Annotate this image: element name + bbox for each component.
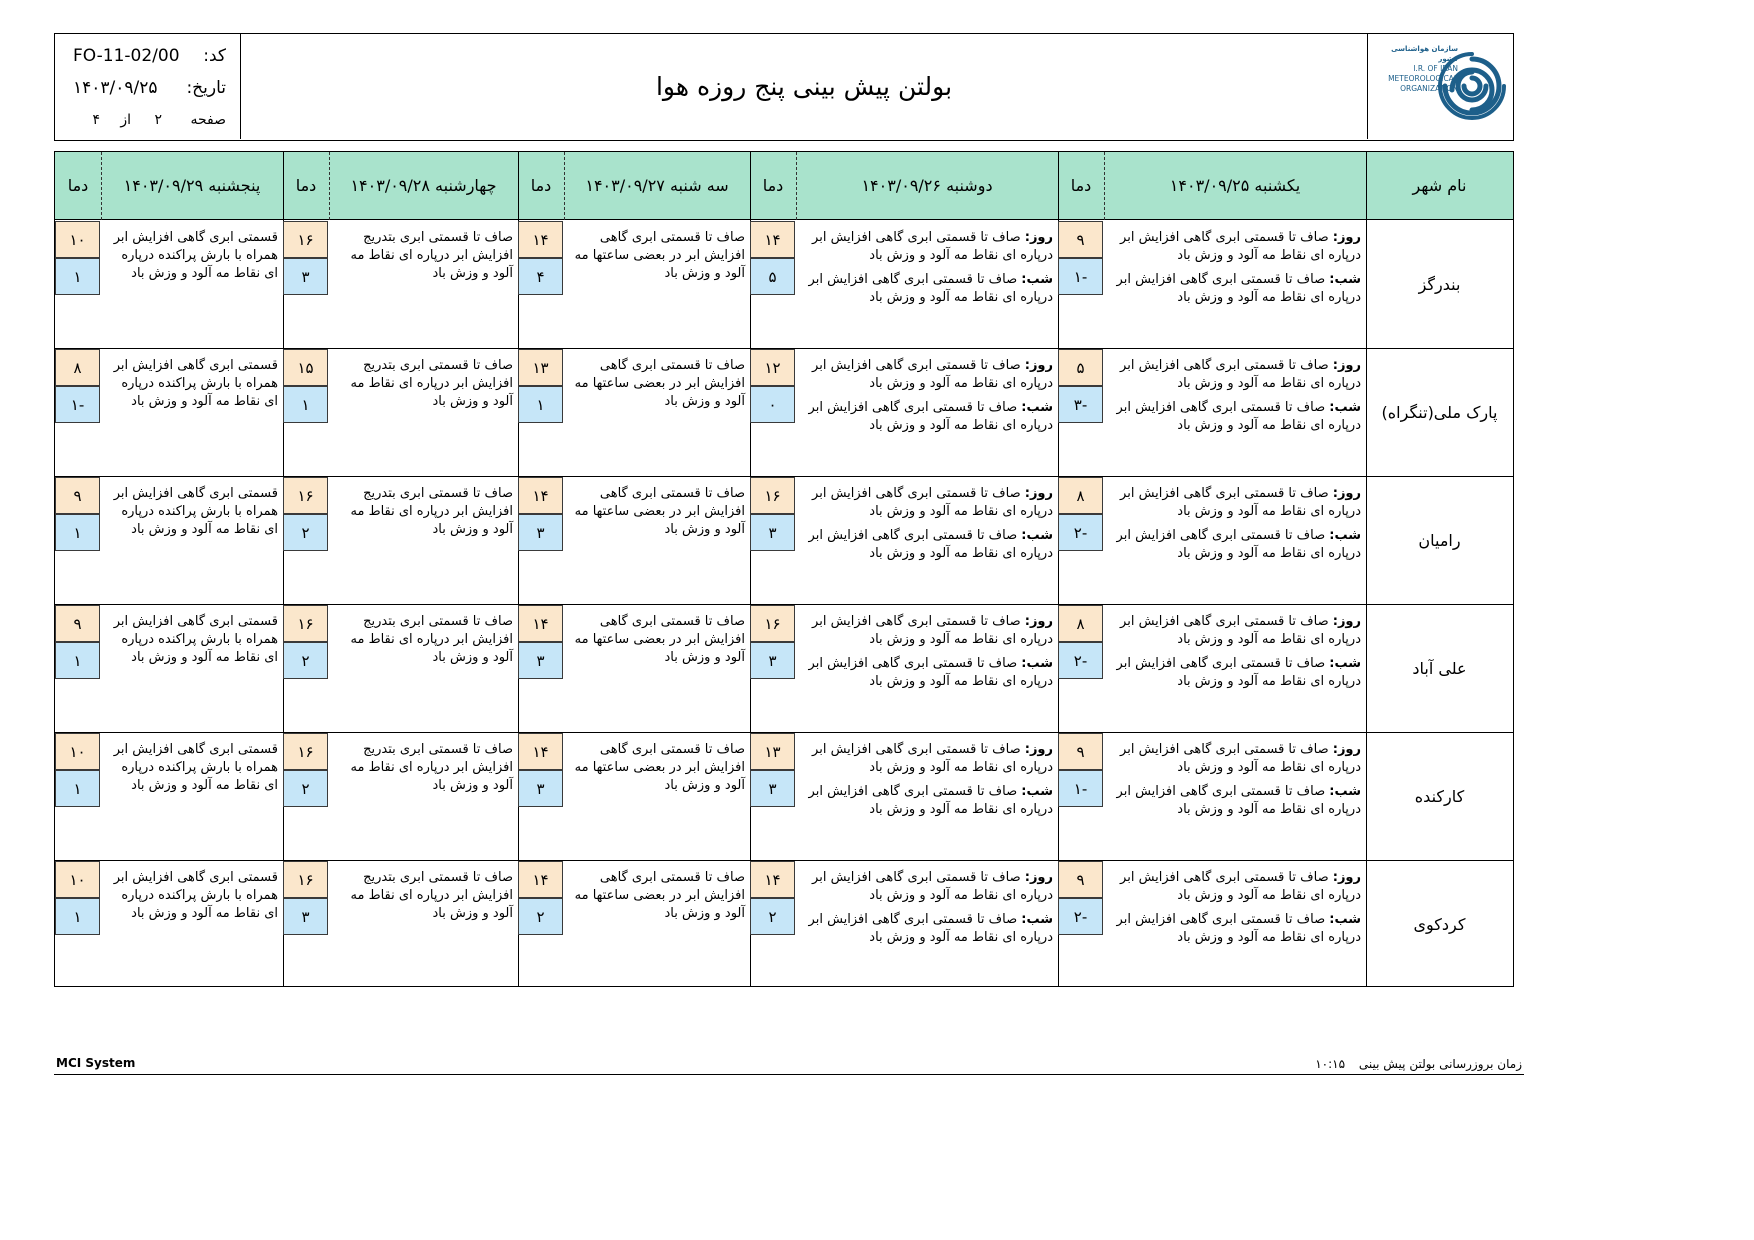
temp-header-wed: دما xyxy=(283,152,329,220)
forecast-text: صاف تا قسمتی ابری بتدریج افزایش ابر درپاره ای نقاط مه آلود و وزش باد xyxy=(350,230,513,281)
day-header-sun: یکشنبه ۱۴۰۳/۰۹/۲۵ xyxy=(1104,152,1366,220)
forecast-text: صاف تا قسمتی ابری بتدریج افزایش ابر درپاره ای نقاط مه آلود و وزش باد xyxy=(350,614,513,665)
max-temp-cell: ۸ xyxy=(1058,477,1103,514)
forecast-description xyxy=(799,613,1053,691)
forecast-text: صاف تا قسمتی ابری بتدریج افزایش ابر درپاره ای نقاط مه آلود و وزش باد xyxy=(350,486,513,537)
forecast-text: صاف تا قسمتی ابری بتدریج افزایش ابر درپاره ای نقاط مه آلود و وزش باد xyxy=(350,358,513,409)
max-temp-cell: ۱۴ xyxy=(518,221,563,258)
day-header-tue: سه شنبه ۱۴۰۳/۰۹/۲۷ xyxy=(564,152,750,220)
max-temp-cell: ۱۴ xyxy=(518,477,563,514)
night-forecast-text: صاف تا قسمتی ابری گاهی افزایش ابر درپاره ای نقاط مه آلود و وزش باد xyxy=(1116,784,1361,817)
night-label: شب: xyxy=(1021,912,1053,927)
footer-update-label: زمان بروزرسانی بولتن پیش بینی xyxy=(1358,1057,1522,1071)
min-temp-cell: -۳ xyxy=(1058,386,1103,423)
day-label: روز: xyxy=(1332,230,1361,245)
forecast-text: قسمتی ابری گاهی افزایش ابر همراه با بارش پراکنده درپاره ای نقاط مه آلود و وزش باد xyxy=(113,486,278,537)
forecast-text: صاف تا قسمتی ابری گاهی افزایش ابر در بعضی ساعتها مه آلود و وزش باد xyxy=(574,742,745,793)
forecast-description xyxy=(332,613,513,667)
forecast-description xyxy=(1107,357,1361,435)
city-name: پارک ملی(تنگراه) xyxy=(1381,402,1498,422)
date-row xyxy=(73,78,226,104)
day-forecast xyxy=(1107,869,1361,905)
min-temp-cell: ۳ xyxy=(518,514,563,551)
night-forecast-text: صاف تا قسمتی ابری گاهی افزایش ابر درپاره ای نقاط مه آلود و وزش باد xyxy=(1116,912,1361,945)
max-temp-cell: ۹ xyxy=(55,477,100,514)
max-temp-cell: ۱۶ xyxy=(750,605,795,642)
temp-header-sun: دما xyxy=(1058,152,1104,220)
code-label: کد: xyxy=(203,46,226,66)
forecast-description xyxy=(567,869,745,923)
city-column-header: نام شهر xyxy=(1366,152,1513,220)
min-temp-cell: ۱ xyxy=(55,514,100,551)
footer-system-name: MCI System xyxy=(56,1056,136,1070)
forecast-description xyxy=(332,229,513,283)
organization-logo xyxy=(1367,34,1513,139)
max-temp-cell: ۱۶ xyxy=(283,733,328,770)
city-name: علی آباد xyxy=(1412,658,1467,678)
min-temp-cell: ۳ xyxy=(518,642,563,679)
min-temp-cell: ۱ xyxy=(55,258,100,295)
forecast-description xyxy=(799,357,1053,435)
night-label: شب: xyxy=(1021,656,1053,671)
footer-update-time xyxy=(1315,1057,1522,1071)
day-label: روز: xyxy=(1024,358,1053,373)
day-label: روز: xyxy=(1332,358,1361,373)
min-temp-cell: -۱ xyxy=(55,386,100,423)
day-forecast-text: صاف تا قسمتی ابری گاهی افزایش ابر درپاره ای نقاط مه آلود و وزش باد xyxy=(812,614,1053,647)
spiral-logo-icon xyxy=(1432,46,1508,126)
night-forecast xyxy=(1107,783,1361,819)
forecast-description xyxy=(799,485,1053,563)
max-temp-cell: ۱۶ xyxy=(283,221,328,258)
min-temp-cell: ۳ xyxy=(283,258,328,295)
night-forecast xyxy=(799,527,1053,563)
forecast-text: قسمتی ابری گاهی افزایش ابر همراه با بارش پراکنده درپاره ای نقاط مه آلود و وزش باد xyxy=(113,230,278,281)
max-temp-cell: ۱۳ xyxy=(750,733,795,770)
forecast-description xyxy=(1107,613,1361,691)
forecast-text: صاف تا قسمتی ابری گاهی افزایش ابر در بعضی ساعتها مه آلود و وزش باد xyxy=(574,486,745,537)
day-forecast xyxy=(1107,741,1361,777)
night-forecast-text: صاف تا قسمتی ابری گاهی افزایش ابر درپاره ای نقاط مه آلود و وزش باد xyxy=(808,656,1053,689)
forecast-description xyxy=(799,869,1053,947)
night-forecast-text: صاف تا قسمتی ابری گاهی افزایش ابر درپاره ای نقاط مه آلود و وزش باد xyxy=(1116,656,1361,689)
temp-header-tue: دما xyxy=(518,152,564,220)
min-temp-cell: ۱ xyxy=(55,898,100,935)
max-temp-cell: ۱۶ xyxy=(283,605,328,642)
min-temp-cell: ۱ xyxy=(55,642,100,679)
max-temp-cell: ۱۰ xyxy=(55,861,100,898)
page-current: ۲ xyxy=(154,112,162,128)
forecast-text: صاف تا قسمتی ابری گاهی افزایش ابر در بعضی ساعتها مه آلود و وزش باد xyxy=(574,358,745,409)
day-forecast xyxy=(1107,357,1361,393)
night-forecast-text: صاف تا قسمتی ابری گاهی افزایش ابر درپاره ای نقاط مه آلود و وزش باد xyxy=(1116,272,1361,305)
header-dashed-divider xyxy=(1104,152,1105,220)
night-forecast xyxy=(1107,527,1361,563)
forecast-text: صاف تا قسمتی ابری گاهی افزایش ابر در بعضی ساعتها مه آلود و وزش باد xyxy=(574,870,745,921)
page-title: بولتن پیش بینی پنج روزه هوا xyxy=(655,72,953,101)
day-forecast xyxy=(799,229,1053,265)
min-temp-cell: ۰ xyxy=(750,386,795,423)
forecast-description xyxy=(104,229,278,283)
forecast-description xyxy=(1107,741,1361,819)
night-forecast xyxy=(799,783,1053,819)
max-temp-cell: ۱۶ xyxy=(283,861,328,898)
day-header-wed: چهارشنبه ۱۴۰۳/۰۹/۲۸ xyxy=(329,152,518,220)
night-label: شب: xyxy=(1329,272,1361,287)
min-temp-cell: -۲ xyxy=(1058,642,1103,679)
night-forecast xyxy=(1107,399,1361,435)
night-label: شب: xyxy=(1021,272,1053,287)
logo-text-en-2: METEOROLOGICAL xyxy=(1388,74,1458,83)
night-label: شب: xyxy=(1329,400,1361,415)
night-forecast xyxy=(1107,655,1361,691)
night-forecast xyxy=(799,399,1053,435)
day-label: روز: xyxy=(1024,230,1053,245)
date-label: تاریخ: xyxy=(186,78,226,98)
day-forecast-text: صاف تا قسمتی ابری گاهی افزایش ابر درپاره ای نقاط مه آلود و وزش باد xyxy=(812,742,1053,775)
day-header-thu: پنجشنبه ۱۴۰۳/۰۹/۲۹ xyxy=(101,152,283,220)
min-temp-cell: ۲ xyxy=(518,898,563,935)
forecast-description xyxy=(799,741,1053,819)
max-temp-cell: ۵ xyxy=(1058,349,1103,386)
temp-header-thu: دما xyxy=(55,152,101,220)
night-forecast xyxy=(799,911,1053,947)
max-temp-cell: ۱۵ xyxy=(283,349,328,386)
min-temp-cell: -۲ xyxy=(1058,514,1103,551)
min-temp-cell: -۱ xyxy=(1058,770,1103,807)
min-temp-cell: ۲ xyxy=(750,898,795,935)
night-forecast-text: صاف تا قسمتی ابری گاهی افزایش ابر درپاره ای نقاط مه آلود و وزش باد xyxy=(808,528,1053,561)
day-forecast xyxy=(799,485,1053,521)
night-label: شب: xyxy=(1329,912,1361,927)
forecast-description xyxy=(104,485,278,539)
footer-divider xyxy=(54,1074,1524,1075)
forecast-description xyxy=(567,613,745,667)
night-forecast-text: صاف تا قسمتی ابری گاهی افزایش ابر درپاره ای نقاط مه آلود و وزش باد xyxy=(808,912,1053,945)
temp-header-mon: دما xyxy=(750,152,796,220)
header-dashed-divider xyxy=(329,152,330,220)
max-temp-cell: ۱۴ xyxy=(750,861,795,898)
city-name: کارکنده xyxy=(1414,786,1465,806)
night-forecast-text: صاف تا قسمتی ابری گاهی افزایش ابر درپاره ای نقاط مه آلود و وزش باد xyxy=(808,784,1053,817)
night-label: شب: xyxy=(1021,528,1053,543)
code-value: FO-11-02/00 xyxy=(73,46,180,66)
city-name: کردکوی xyxy=(1413,914,1466,934)
day-forecast xyxy=(799,357,1053,393)
forecast-description xyxy=(104,741,278,795)
night-label: شب: xyxy=(1021,784,1053,799)
day-forecast xyxy=(799,869,1053,905)
min-temp-cell: ۳ xyxy=(750,642,795,679)
day-header-mon: دوشنبه ۱۴۰۳/۰۹/۲۶ xyxy=(796,152,1058,220)
night-forecast-text: صاف تا قسمتی ابری گاهی افزایش ابر درپاره ای نقاط مه آلود و وزش باد xyxy=(1116,400,1361,433)
min-temp-cell: ۲ xyxy=(283,770,328,807)
max-temp-cell: ۱۶ xyxy=(283,477,328,514)
min-temp-cell: ۱ xyxy=(518,386,563,423)
forecast-description xyxy=(567,741,745,795)
max-temp-cell: ۱۶ xyxy=(750,477,795,514)
min-temp-cell: ۲ xyxy=(283,514,328,551)
min-temp-cell: ۳ xyxy=(750,514,795,551)
day-label: روز: xyxy=(1332,742,1361,757)
max-temp-cell: ۱۰ xyxy=(55,733,100,770)
max-temp-cell: ۹ xyxy=(55,605,100,642)
forecast-text: صاف تا قسمتی ابری بتدریج افزایش ابر درپاره ای نقاط مه آلود و وزش باد xyxy=(350,742,513,793)
forecast-text: قسمتی ابری گاهی افزایش ابر همراه با بارش پراکنده درپاره ای نقاط مه آلود و وزش باد xyxy=(113,358,278,409)
day-forecast-text: صاف تا قسمتی ابری گاهی افزایش ابر درپاره ای نقاط مه آلود و وزش باد xyxy=(812,358,1053,391)
max-temp-cell: ۹ xyxy=(1058,733,1103,770)
day-label: روز: xyxy=(1332,486,1361,501)
night-forecast xyxy=(799,655,1053,691)
footer-update-value: ۱۰:۱۵ xyxy=(1315,1057,1346,1071)
forecast-description xyxy=(567,485,745,539)
day-forecast-text: صاف تا قسمتی ابری گاهی افزایش ابر درپاره ای نقاط مه آلود و وزش باد xyxy=(1120,486,1361,519)
logo-text-en-1: I.R. OF IRAN xyxy=(1413,64,1458,73)
max-temp-cell: ۹ xyxy=(1058,861,1103,898)
day-forecast-text: صاف تا قسمتی ابری گاهی افزایش ابر درپاره ای نقاط مه آلود و وزش باد xyxy=(1120,614,1361,647)
night-label: شب: xyxy=(1021,400,1053,415)
max-temp-cell: ۱۳ xyxy=(518,349,563,386)
document-meta-box xyxy=(55,34,241,139)
forecast-description xyxy=(332,869,513,923)
max-temp-cell: ۹ xyxy=(1058,221,1103,258)
min-temp-cell: -۲ xyxy=(1058,898,1103,935)
forecast-description xyxy=(1107,229,1361,307)
logo-text-fa: سازمان هواشناسی کشور xyxy=(1391,45,1458,63)
header-dashed-divider xyxy=(796,152,797,220)
day-label: روز: xyxy=(1332,870,1361,885)
night-forecast xyxy=(1107,271,1361,307)
max-temp-cell: ۸ xyxy=(1058,605,1103,642)
forecast-description xyxy=(104,613,278,667)
page-of-label: از xyxy=(120,112,131,128)
min-temp-cell: ۳ xyxy=(283,898,328,935)
min-temp-cell: ۵ xyxy=(750,258,795,295)
forecast-description xyxy=(104,869,278,923)
page-total: ۴ xyxy=(92,112,100,128)
night-label: شب: xyxy=(1329,656,1361,671)
forecast-description xyxy=(332,357,513,411)
day-forecast-text: صاف تا قسمتی ابری گاهی افزایش ابر درپاره ای نقاط مه آلود و وزش باد xyxy=(812,230,1053,263)
forecast-table xyxy=(54,151,1514,987)
min-temp-cell: -۱ xyxy=(1058,258,1103,295)
night-forecast xyxy=(799,271,1053,307)
forecast-description xyxy=(567,229,745,283)
night-forecast-text: صاف تا قسمتی ابری گاهی افزایش ابر درپاره ای نقاط مه آلود و وزش باد xyxy=(808,272,1053,305)
day-label: روز: xyxy=(1332,614,1361,629)
forecast-text: صاف تا قسمتی ابری گاهی افزایش ابر در بعضی ساعتها مه آلود و وزش باد xyxy=(574,230,745,281)
day-forecast-text: صاف تا قسمتی ابری گاهی افزایش ابر درپاره ای نقاط مه آلود و وزش باد xyxy=(1120,742,1361,775)
min-temp-cell: ۳ xyxy=(750,770,795,807)
bulletin-header xyxy=(54,33,1514,141)
day-forecast xyxy=(799,613,1053,649)
logo-text-en-3: ORGANIZATION xyxy=(1400,84,1458,93)
forecast-text: قسمتی ابری گاهی افزایش ابر همراه با بارش پراکنده درپاره ای نقاط مه آلود و وزش باد xyxy=(113,614,278,665)
code-row xyxy=(73,46,226,72)
forecast-text: صاف تا قسمتی ابری بتدریج افزایش ابر درپاره ای نقاط مه آلود و وزش باد xyxy=(350,870,513,921)
max-temp-cell: ۱۰ xyxy=(55,221,100,258)
city-name: بندرگز xyxy=(1418,274,1461,294)
day-forecast-text: صاف تا قسمتی ابری گاهی افزایش ابر درپاره ای نقاط مه آلود و وزش باد xyxy=(1120,358,1361,391)
forecast-text: قسمتی ابری گاهی افزایش ابر همراه با بارش پراکنده درپاره ای نقاط مه آلود و وزش باد xyxy=(113,870,278,921)
day-forecast-text: صاف تا قسمتی ابری گاهی افزایش ابر درپاره ای نقاط مه آلود و وزش باد xyxy=(1120,230,1361,263)
day-forecast xyxy=(799,741,1053,777)
header-dashed-divider xyxy=(101,152,102,220)
city-name: رامیان xyxy=(1418,530,1461,550)
max-temp-cell: ۱۴ xyxy=(518,733,563,770)
page-number-row xyxy=(73,112,226,138)
min-temp-cell: ۱ xyxy=(55,770,100,807)
header-dashed-divider xyxy=(564,152,565,220)
night-label: شب: xyxy=(1329,784,1361,799)
day-label: روز: xyxy=(1024,614,1053,629)
max-temp-cell: ۱۴ xyxy=(518,605,563,642)
day-forecast xyxy=(1107,613,1361,649)
date-value: ۱۴۰۳/۰۹/۲۵ xyxy=(73,78,158,98)
day-label: روز: xyxy=(1024,870,1053,885)
min-temp-cell: ۲ xyxy=(283,642,328,679)
forecast-description xyxy=(567,357,745,411)
page-label: صفحه xyxy=(190,112,226,128)
forecast-description xyxy=(332,741,513,795)
forecast-description xyxy=(1107,485,1361,563)
forecast-description xyxy=(799,229,1053,307)
forecast-text: قسمتی ابری گاهی افزایش ابر همراه با بارش پراکنده درپاره ای نقاط مه آلود و وزش باد xyxy=(113,742,278,793)
night-forecast xyxy=(1107,911,1361,947)
day-label: روز: xyxy=(1024,742,1053,757)
forecast-description xyxy=(104,357,278,411)
night-label: شب: xyxy=(1329,528,1361,543)
forecast-description xyxy=(1107,869,1361,947)
min-temp-cell: ۳ xyxy=(518,770,563,807)
day-forecast xyxy=(1107,485,1361,521)
day-forecast-text: صاف تا قسمتی ابری گاهی افزایش ابر درپاره ای نقاط مه آلود و وزش باد xyxy=(1120,870,1361,903)
max-temp-cell: ۱۲ xyxy=(750,349,795,386)
min-temp-cell: ۱ xyxy=(283,386,328,423)
max-temp-cell: ۱۴ xyxy=(518,861,563,898)
night-forecast-text: صاف تا قسمتی ابری گاهی افزایش ابر درپاره ای نقاط مه آلود و وزش باد xyxy=(808,400,1053,433)
day-forecast-text: صاف تا قسمتی ابری گاهی افزایش ابر درپاره ای نقاط مه آلود و وزش باد xyxy=(812,486,1053,519)
max-temp-cell: ۸ xyxy=(55,349,100,386)
night-forecast-text: صاف تا قسمتی ابری گاهی افزایش ابر درپاره ای نقاط مه آلود و وزش باد xyxy=(1116,528,1361,561)
forecast-text: صاف تا قسمتی ابری گاهی افزایش ابر در بعضی ساعتها مه آلود و وزش باد xyxy=(574,614,745,665)
min-temp-cell: ۴ xyxy=(518,258,563,295)
forecast-description xyxy=(332,485,513,539)
max-temp-cell: ۱۴ xyxy=(750,221,795,258)
day-forecast xyxy=(1107,229,1361,265)
day-label: روز: xyxy=(1024,486,1053,501)
day-forecast-text: صاف تا قسمتی ابری گاهی افزایش ابر درپاره ای نقاط مه آلود و وزش باد xyxy=(812,870,1053,903)
